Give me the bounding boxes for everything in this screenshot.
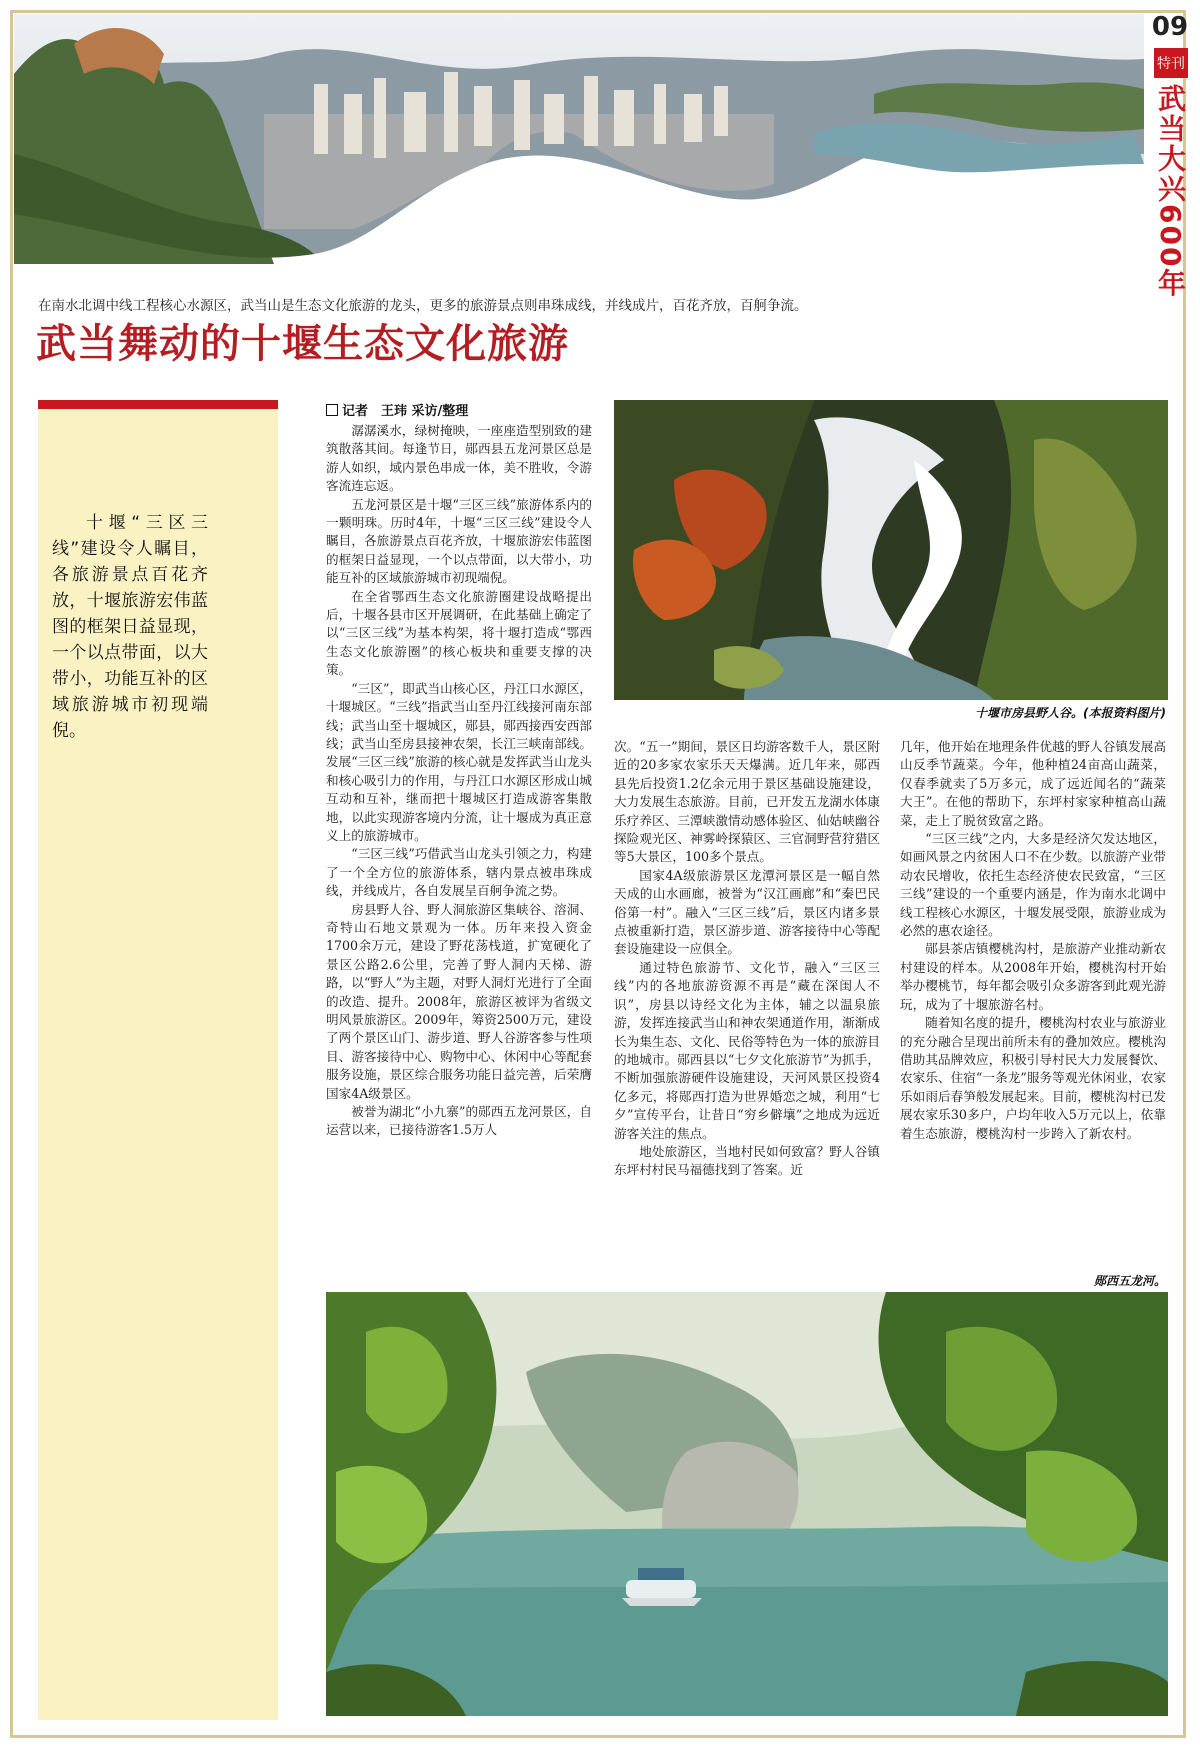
series-title: 武当大兴600年 (1154, 84, 1187, 299)
paragraph: 国家4A级旅游景区龙潭河景区是一幅自然天成的山水画廊，被誉为“汉江画廊”和“秦巴民俗第一村”。融入“三区三线”后，景区内诸多景点被重新打造，景区游步道、游客接待中心等配套设施建设一应俱全。 (614, 867, 880, 957)
paragraph: 五龙河景区是十堰“三区三线”旅游体系内的一颗明珠。历时4年，十堰“三区三线”建设令人瞩目，各旅游景点百花齐放，十堰旅游宏伟蓝图的框架日益显现，一个以点带面，以大带小，功能互补的区域旅游城市初现端倪。 (326, 496, 592, 586)
pull-quote: 十堰“三区三线”建设令人瞩目，各旅游景点百花齐放，十堰旅游宏伟蓝图的框架日益显现，一个以点带面，以大带小，功能互补的区域旅游城市初现端倪。 (52, 513, 208, 741)
paragraph: “三区三线”巧借武当山龙头引领之力，构建了一个全方位的旅游体系，辖内景点被串珠成线，并线成片，各自发展呈百舸争流之势。 (326, 846, 592, 899)
photo-river (326, 1292, 1168, 1716)
subtitle: 在南水北调中线工程核心水源区，武当山是生态文化旅游的龙头，更多的旅游景点则串珠成线，并线成片，百花齐放，百舸争流。 (38, 298, 808, 314)
byline (326, 400, 468, 419)
paragraph: 随着知名度的提升，樱桃沟村农业与旅游业的充分融合呈现出前所未有的叠加效应。樱桃沟借助其品牌效应，积极引导村民大力发展餐饮、农家乐、住宿“一条龙”服务等观光休闲业，农家乐如雨后春笋般发展起来。目前，樱桃沟村已发展农家乐30多户，户均年收入5万元以上，依靠着生态旅游，樱桃沟村一步跨入了新农村。 (900, 1015, 1166, 1141)
photo-waterfall (614, 400, 1168, 700)
page-number: 09 (1151, 12, 1189, 42)
paragraph: 郧县茶店镇樱桃沟村，是旅游产业推动新农村建设的样本。从2008年开始，樱桃沟村开始举办樱桃节，每年都会吸引众多游客到此观光游玩，成为了十堰旅游名村。 (900, 941, 1166, 1012)
byline-box-icon (326, 404, 338, 416)
paragraph: 通过特色旅游节、文化节，融入“三区三线”内的各地旅游资源不再是“藏在深闺人不识”，房县以诗经文化为主体，辅之以温泉旅游，发挥连接武当山和神农架通道作用，渐渐成长为集生态、文化、民俗等特色为一体的旅游目的地城市。郧西县以“七夕文化旅游节”为抓手，不断加强旅游硬件设施建设，天河风景区投资4亿多元，将郧西打造为世界婚恋之城，利用“七夕”宣传平台，让昔日“穷乡僻壤”之地成为远近游客关注的焦点。 (614, 959, 880, 1141)
photo-top-caption: 十堰市房县野人谷。(本报资料图片) (975, 706, 1166, 720)
paragraph: 被誉为湖北“小九寨”的郧西五龙河景区，自运营以来，已接待游客1.5万人 (326, 1104, 592, 1138)
paragraph: 房县野人谷、野人洞旅游区集峡谷、溶洞、奇特山石地文景观为一体。历年来投入资金1700余万元，建设了野花荡栈道，扩宽硬化了景区公路2.6公里，完善了野人洞内天梯、游路，以“野人”为主题，对野人洞灯光进行了全面的改造、提升。2008年，旅游区被评为省级文明风景旅游区。2009年，筹资2500万元，建设了两个景区山门、游步道、野人谷游客参与性项目、游客接待中心、购物中心、休闲中心等配套服务设施，景区综合服务功能日益完善，后荣膺国家4A级景区。 (326, 901, 592, 1101)
article-column-3 (900, 738, 1166, 1143)
banner-panorama (14, 14, 1144, 264)
paragraph: 在全省鄂西生态文化旅游圈建设战略提出后，十堰各县市区开展调研，在此基础上确定了以“三区三线”为基本构架，将十堰打造成“鄂西生态文化旅游圈”的核心板块和重要支撑的决策。 (326, 588, 592, 678)
special-tag: 特刊 (1154, 48, 1188, 78)
paragraph: “三区”，即武当山核心区，丹江口水源区，十堰城区。“三线”指武当山至丹江线接河南东部线；武当山至十堰城区，郧县，郧西接西安西部线；武当山至房县接神农架，长江三峡南部线。发展“三区三线”旅游的核心就是发挥武当山龙头和核心吸引力的作用，与丹江口水源区形成山城互动和互补，继而把十堰城区打造成游客集散地，以此实现游客境内分流，让十堰成为真正意义上的旅游城市。 (326, 680, 592, 843)
paragraph: 地处旅游区，当地村民如何致富？野人谷镇东坪村村民马福德找到了答案。近 (614, 1143, 880, 1178)
paragraph: “三区三线”之内，大多是经济欠发达地区，如画风景之内贫困人口不在少数。以旅游产业带动农民增收，依托生态经济使农民致富，“三区三线”建设的一个重要内涵是，作为南水北调中线工程核心水源区，十堰发展受限，旅游业成为必然的惠农途径。 (900, 831, 1166, 939)
paragraph: 潺潺溪水，绿树掩映，一座座造型别致的建筑散落其间。每逢节日，郧西县五龙河景区总是游人如织，域内景色串成一体，美不胜收，令游客流连忘返。 (326, 423, 592, 494)
byline-text: 记者 王玮 采访/整理 (342, 404, 469, 419)
photo-bottom-caption: 郧西五龙河。 (1093, 1274, 1166, 1288)
article-column-2 (614, 738, 880, 1180)
paragraph: 次。“五一”期间，景区日均游客数千人，景区附近的20多家农家乐天天爆满。近几年来，郧西县先后投资1.2亿余元用于景区基础设施建设，大力发展生态旅游。目前，已开发五龙湖水体康乐疗养区、三潭峡激情动感体验区、仙姑峡幽谷探险观光区、神雾岭探猿区、三官洞野营狩猎区等5大景区，100多个景点。 (614, 739, 880, 865)
article-column-1 (326, 422, 592, 1140)
paragraph: 几年，他开始在地理条件优越的野人谷镇发展高山反季节蔬菜。今年，他种植24亩高山蔬菜，仅春季就卖了5万多元，成了远近闻名的“蔬菜大王”。在他的帮助下，东坪村家家种植高山蔬菜，走上了脱贫致富之路。 (900, 739, 1166, 828)
headline: 武当舞动的十堰生态文化旅游 (36, 321, 569, 367)
